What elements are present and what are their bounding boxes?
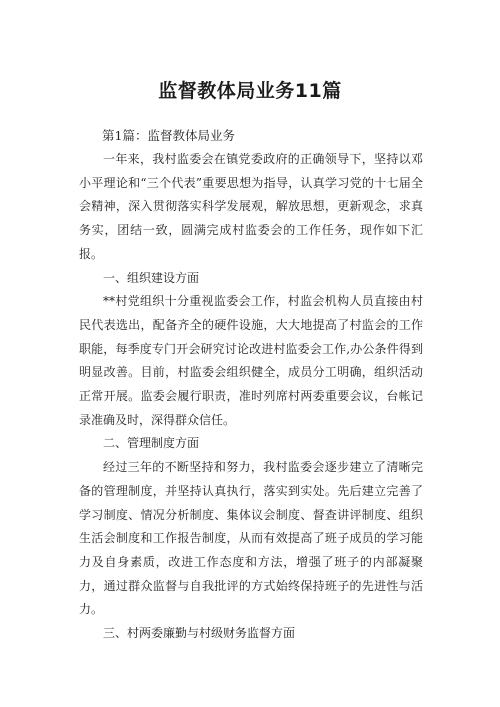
document-title: 监督教体局业务11篇 bbox=[158, 80, 342, 102]
paragraph-intro: 一年来，我村监委会在镇党委政府的正确领导下，坚持以邓小平理论和“三个代表”重要思想为指导，认真学习党的十七届全会精神，深入贯彻落实科学发展观，解放思想，更新观念，求真务实，团结一致，圆满完成村监委会的工作任务，现作如下汇报。 bbox=[79, 152, 423, 261]
subheading-organization: 一、组织建设方面 bbox=[103, 270, 200, 285]
section-heading: 第1篇：监督教体局业务 bbox=[102, 128, 235, 143]
paragraph-organization: **村党组织十分重视监委会工作，村监会机构人员直接由村民代表选出，配备齐全的硬件设施，大大地提高了村监会的工作职能，每季度专门开会研究讨论改进村监委会工作,办公条件得到明显改善。目前，村监委会组织健全，成员分工明确，组织活动正常开展。监委会履行职责，准时列席村两委重要会议，台帐记录准确及时，深得群众信任。 bbox=[79, 294, 423, 427]
subheading-management: 二、管理制度方面 bbox=[103, 436, 200, 451]
document-body bbox=[79, 148, 423, 646]
paragraph-management: 经过三年的不断坚持和努力，我村监委会逐步建立了清晰完备的管理制度，并坚持认真执行，落实到实处。先后建立完善了学习制度、情况分析制度、集体议会制度、督查讲评制度、组织生活会制度和工作报告制度，从而有效提高了班子成员的学习能力及自身素质，改进工作态度和方法，增强了班子的内部凝聚力，通过群众监督与自我批评的方式始终保持班子的先进性与活力。 bbox=[79, 460, 423, 617]
subheading-supervision: 三、村两委廉勤与村级财务监督方面 bbox=[103, 626, 296, 641]
